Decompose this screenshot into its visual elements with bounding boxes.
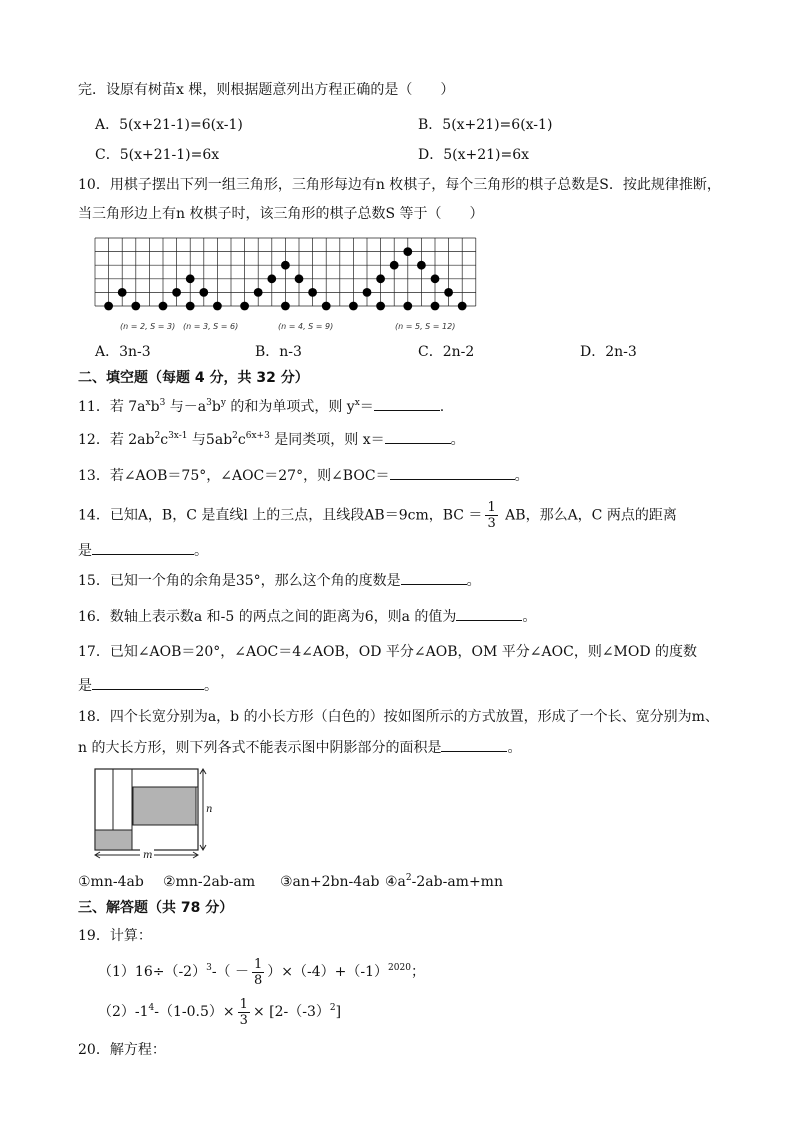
chess-stone (159, 302, 168, 311)
chess-stone (199, 288, 208, 297)
chess-stone (308, 288, 317, 297)
chess-stone (281, 302, 290, 311)
q19-part2-fraction: $\frac{1}{3}$ (239, 996, 248, 1028)
q15: 15．已知一个角的余角是35°，那么这个角的度数是 。 (78, 570, 481, 591)
q13: 13．若∠AOB＝75°，∠AOC＝27°，则∠BOC＝ 。 (78, 465, 529, 486)
q14-answer-blank[interactable] (92, 540, 194, 555)
q13-answer-blank[interactable] (390, 465, 515, 480)
q10-option-a: A．3n-3 (95, 344, 151, 360)
q10-option-d: D．2n-3 (580, 344, 637, 360)
q20-title: 20．解方程： (78, 1042, 166, 1058)
chess-stone (390, 261, 399, 270)
q9-option-a: A．5(x+21-1)=6(x-1) (95, 117, 243, 133)
chess-stone (322, 302, 331, 311)
q9-option-c: C．5(x+21-1)=6x (95, 147, 220, 163)
q10-figure-label-3: (n = 4, S = 9) (278, 322, 334, 331)
q10-figure-label-1: (n = 2, S = 3) (120, 322, 176, 331)
q10-figure-label-4: (n = 5, S = 12) (395, 322, 456, 331)
q18-line2: n 的大长方形，则下列各式不能表示图中阴影部分的面积是 。 (78, 737, 521, 758)
section2-title: 二、填空题（每题 4 分，共 32 分） (78, 370, 309, 386)
q9-option-d: D．5(x+21)=6x (418, 147, 530, 163)
chess-stone (444, 288, 453, 297)
q18-option-3: ③an+2bn-4ab (280, 874, 380, 890)
q11: 11．若 $7a^xb^3$ 与$-a^3b^y$ 的和为单项式，则 $y^x=$ . (78, 398, 445, 415)
q19-part1-fraction: $\frac{1}{8}$ (254, 956, 263, 988)
chess-stone (267, 274, 276, 283)
q19-title: 19．计算： (78, 928, 152, 944)
q19-part1: $(1)16\div(-2)^3-$（ － $\frac{1}{8}$ ）$\times(-4)+(-1)^{2020}$； (98, 956, 425, 988)
chess-stone (186, 302, 195, 311)
m-label: m (143, 850, 153, 860)
chess-stone (458, 302, 467, 311)
chess-stone (254, 288, 263, 297)
q14-line1: 14．已知A，B，C 是直线l 上的三点，且线段AB＝9cm，BC ＝ $\frac{1}{3}$ AB，那么A，C 两点的距离 (78, 500, 677, 531)
q18-option-1: ①mn-4ab (78, 874, 144, 890)
q9-stem: 完．设原有树苗x 棵，则根据题意列出方程正确的是（ ） (78, 82, 455, 98)
chess-grid (95, 238, 476, 306)
chess-stone (403, 247, 412, 256)
chess-stone (403, 302, 412, 311)
section3-title: 三、解答题（共 78 分） (78, 900, 234, 916)
shaded-region-large (133, 787, 196, 825)
chess-stone (172, 288, 181, 297)
q19-part2: $(2)-1^4-(1-0.5)\times$ $\frac{1}{3}$ × $[2-(-3)^2]$ (98, 996, 342, 1028)
chess-stone (295, 274, 304, 283)
chess-stone (213, 302, 222, 311)
q10-stem-line2: 当三角形边上有n 枚棋子时，该三角形的棋子总数S 等于（ ） (78, 206, 484, 222)
chess-stone (431, 274, 440, 283)
n-label: n (206, 804, 213, 815)
q12-answer-blank[interactable] (385, 429, 451, 444)
shaded-region-small (95, 830, 132, 850)
q9-option-b: B．5(x+21)=6(x-1) (418, 117, 553, 133)
chess-stone (363, 288, 372, 297)
q17-line2: 是 。 (78, 675, 218, 696)
q18-option-2: ②mn-2ab-am (163, 874, 256, 890)
chess-stone (104, 302, 113, 311)
chess-stone (281, 261, 290, 270)
q12: 12．若 $2ab^2c^{3x-1}$ 与$5ab^2c^{6x+3}$ 是同类项，则 x＝ 。 (78, 431, 465, 448)
q17-answer-blank[interactable] (92, 675, 204, 690)
q16: 16．数轴上表示数a 和-5 的两点之间的距离为6，则a 的值为 。 (78, 606, 536, 627)
chess-stone (240, 302, 249, 311)
q10-figure-label-2: (n = 3, S = 6) (183, 322, 239, 331)
q18-rectangles-figure (90, 764, 215, 860)
q10-option-c: C．2n-2 (418, 344, 475, 360)
q10-option-b: B．n-3 (255, 344, 302, 360)
q15-answer-blank[interactable] (401, 570, 467, 585)
chess-stone (118, 288, 127, 297)
q18-option-4: $④a^2-2ab-am+mn$ (385, 873, 503, 890)
chess-stone (376, 274, 385, 283)
q18-answer-blank[interactable] (441, 737, 507, 752)
chess-stone (349, 302, 358, 311)
q10-chess-triangles-figure (90, 235, 480, 335)
q18-line1: 18．四个长宽分别为a，b 的小长方形（白色的）按如图所示的方式放置，形成了一个长、宽分别为m、 (78, 709, 719, 725)
q14-fraction: $\frac{1}{3}$ (487, 500, 496, 531)
q17-line1: 17．已知∠AOB＝20°，∠AOC＝4∠AOB，OD 平分∠AOB，OM 平分∠AOC，则∠MOD 的度数 (78, 644, 698, 660)
q16-answer-blank[interactable] (456, 606, 522, 621)
chess-stone (186, 274, 195, 283)
q11-answer-blank[interactable] (374, 396, 440, 411)
chess-stone (431, 302, 440, 311)
chess-stone (131, 302, 140, 311)
chess-stone (417, 261, 426, 270)
q14-line2: 是 。 (78, 540, 208, 561)
chess-stone (376, 302, 385, 311)
q10-stem-line1: 10．用棋子摆出下列一组三角形，三角形每边有n 枚棋子，每个三角形的棋子总数是S．按此规律推断， (78, 177, 721, 193)
